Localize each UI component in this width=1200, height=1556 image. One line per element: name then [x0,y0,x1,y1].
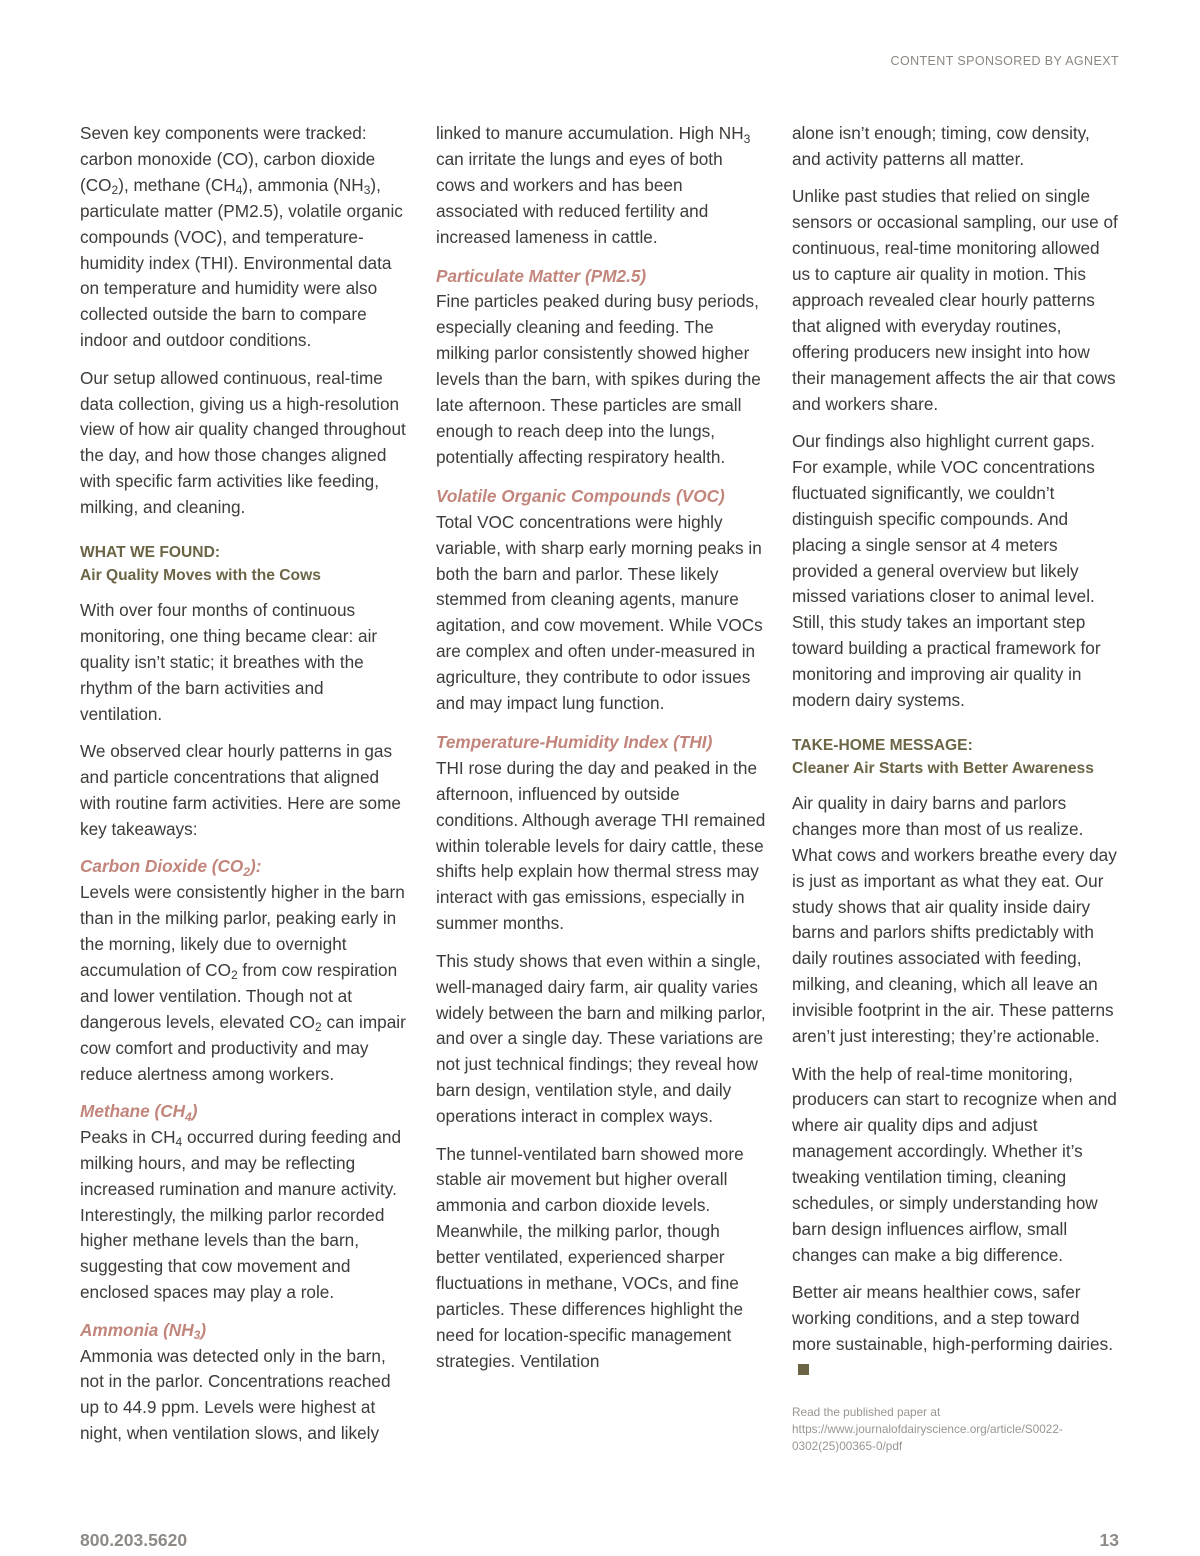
paragraph: With over four months of continuous monitoring, one thing became clear: air quality isn’t static; it breathes with the rhythm of the barn activities and ventilation. [80,600,378,724]
paragraph: Our findings also highlight current gaps. For example, while VOC concentrations fluctuated significantly, we couldn’t distinguish specific compounds. And placing a single sensor at 4 meters provided a general overview but likely missed variations closer to animal level. Still, this study takes an important step toward building a practical framework for monitoring and improving air quality in modern dairy systems. [792,430,1101,711]
paragraph: Levels were consistently higher in the barn than in the milking parlor, peaking early in the morning, likely due to overnight accumulation of $CO_2$ from cow respiration and lower ventilation. Though not at dangerous levels, elevated $CO_2$ can impair cow comfort and productivity and may reduce alertness among workers. [80,882,406,1084]
paragraph: This study shows that even within a single, well-managed dairy farm, air quality varies widely between the barn and milking parlor, and over a single day. These variations are not just technical findings; they reveal how barn design, ventilation style, and daily operations interact in complex ways. [436,950,766,1127]
paragraph: Our setup allowed continuous, real-time data collection, giving us a high-resolution view of how air quality changed throughout the day, and how those changes aligned with specific farm activities like feeding, milking, and cleaning. [80,367,406,518]
paragraph: Ammonia was detected only in the barn, not in the parlor. Concentrations reached up to 44.9 ppm. Levels were highest at night, when ventilation slows, and likely [80,1345,391,1444]
paragraph: Fine particles peaked during busy periods, especially cleaning and feeding. The milking parlor consistently showed higher levels than the barn, with spikes during the late afternoon. These particles are small enough to reach deep into the lungs, potentially affecting respiratory health. [436,291,761,467]
paragraph: With the help of real-time monitoring, producers can start to recognize when and where air quality dips and adjust management accordingly. Whether it’s tweaking ventilation timing, cleaning schedules, or simply understanding how barn design influences airflow, small changes can make a big difference. [792,1063,1117,1265]
column-1 [80,121,410,1447]
subheading-thi: Temperature-Humidity Index (THI) [436,731,713,752]
subheading-particulate-matter: Particulate Matter (PM2.5) [436,265,647,286]
footer-phone: 800.203.5620 [80,1530,188,1550]
paragraph: Total VOC concentrations were highly variable, with sharp early morning peaks in both the barn and parlor. These likely stemmed from cleaning agents, manure agitation, and cow movement. While VOCs are complex and often under-measured in agriculture, they contribute to odor issues and may impact lung function. [436,511,763,714]
paragraph: Seven key components were tracked: carbon monoxide (CO), carbon dioxide $(CO_2)$, methane $(CH_4)$, ammonia $(NH_3)$, particulate matter (PM2.5), volatile organic compounds (VOC), and temperature-humidity index (THI). Environmental data on temperature and humidity were also collected outside the barn to compare indoor and outdoor conditions. [80,123,403,351]
subheading-co2: Carbon Dioxide $(CO_2)$: [80,856,262,879]
paragraph: linked to manure accumulation. High $NH_3$ can irritate the lungs and eyes of both cows and workers and has been associated with reduced fertility and increased lameness in cattle. [436,123,751,247]
paragraph: Air quality in dairy barns and parlors changes more than most of us realize. What cows and workers breathe every day is just as important as what they eat. Our study shows that air quality inside dairy barns and parlors shifts predictably with daily routines associated with feeding, milking, and cleaning, which all leave an invisible footprint in the air. These patterns aren’t just interesting; they’re actionable. [792,792,1117,1047]
section-heading-what-we-found: WHAT WE FOUND: Air Quality Moves with the Cows [80,544,321,585]
subheading-ammonia: Ammonia $(NH_3)$ [80,1319,207,1343]
paragraph: Peaks in $CH_4$ occurred during feeding and milking hours, and may be reflecting increased rumination and manure activity. Interestingly, the milking parlor recorded higher methane levels than the barn, suggesting that cow movement and enclosed spaces may play a role. [80,1126,402,1303]
paragraph: alone isn’t enough; timing, cow density, and activity patterns all matter. [792,123,1090,169]
paragraph: The tunnel-ventilated barn showed more stable air movement but higher overall ammonia and carbon dioxide levels. Meanwhile, the milking parlor, though better ventilated, experienced sharper fluctuations in methane, VOCs, and fine particles. These differences highlight the need for location-specific management strategies. Ventilation [436,1143,744,1371]
sponsor-line: CONTENT SPONSORED BY AGNEXT [890,54,1119,68]
subheading-voc: Volatile Organic Compounds (VOC) [436,485,725,506]
paragraph: We observed clear hourly patterns in gas and particle concentrations that aligned with routine farm activities. Here are some key takeaways: [80,741,401,839]
section-heading-take-home: TAKE-HOME MESSAGE: Cleaner Air Starts with Better Awareness [792,736,1094,777]
source-note: Read the published paper at https://www.journalofdairyscience.org/article/S0022-0302(25)00365-0/pdf [792,1404,1063,1453]
column-3 [792,121,1122,1455]
column-2 [436,121,766,1375]
end-of-article-square-icon [798,1364,809,1375]
paragraph: Unlike past studies that relied on single sensors or occasional sampling, our use of continuous, real-time monitoring allowed us to capture air quality in motion. This approach revealed clear hourly patterns that aligned with everyday routines, offering producers new insight into how their management affects the air that cows and workers share. [792,186,1118,414]
subheading-methane: Methane $(CH_4)$ [80,1100,198,1124]
paragraph: THI rose during the day and peaked in the afternoon, influenced by outside conditions. Although average THI remained within tolerable levels for dairy cattle, these shifts help explain how thermal stress may interact with gas emissions, especially in summer months. [436,757,766,934]
page-number: 13 [1099,1530,1119,1550]
paragraph: Better air means healthier cows, safer working conditions, and a step toward more sustainable, high-performing dairies. [792,1280,1122,1384]
